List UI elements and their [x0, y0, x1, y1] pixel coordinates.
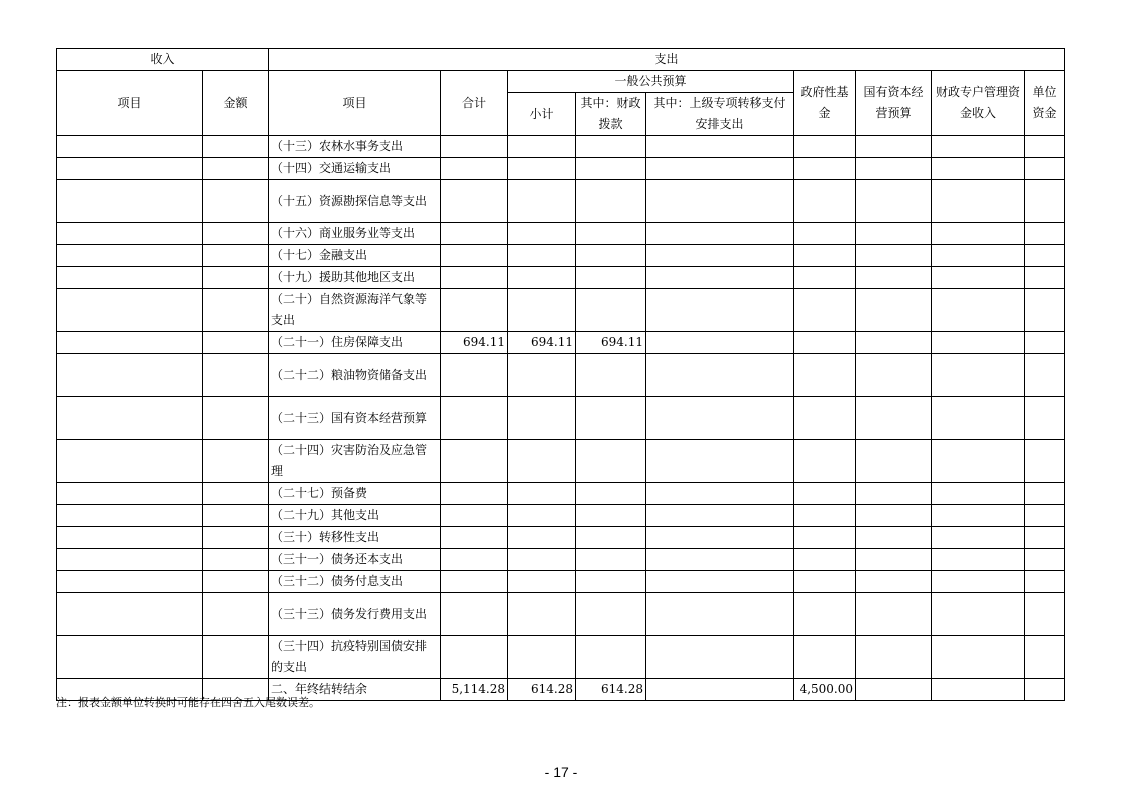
expense-item-cell: （十三）农林水事务支出 — [269, 136, 441, 158]
transfer-cell — [646, 397, 794, 440]
gov-fund-cell — [794, 549, 856, 571]
income-item-cell — [57, 354, 203, 397]
special-account-cell — [932, 180, 1025, 223]
income-item-cell — [57, 158, 203, 180]
subtotal-cell — [508, 289, 576, 332]
state-capital-cell — [856, 354, 932, 397]
state-capital-header: 国有资本经营预算 — [856, 71, 932, 136]
income-amount-cell — [203, 397, 269, 440]
expense-item-cell: （二十四）灾害防治及应急管理 — [269, 440, 441, 483]
income-item-cell — [57, 549, 203, 571]
expense-item-cell: （十四）交通运输支出 — [269, 158, 441, 180]
subtotal-cell — [508, 397, 576, 440]
state-capital-cell — [856, 505, 932, 527]
subtotal-cell: 694.11 — [508, 332, 576, 354]
expense-header: 支出 — [269, 49, 1065, 71]
fiscal-grant-cell — [576, 289, 646, 332]
table-row — [57, 136, 1065, 158]
state-capital-cell — [856, 593, 932, 636]
state-capital-cell — [856, 679, 932, 701]
expense-item-cell: （二十三）国有资本经营预算 — [269, 397, 441, 440]
expense-item-cell: （二十七）预备费 — [269, 483, 441, 505]
fiscal-grant-header: 其中：财政拨款 — [576, 93, 646, 136]
gov-fund-cell — [794, 440, 856, 483]
income-amount-cell — [203, 593, 269, 636]
special-account-cell — [932, 223, 1025, 245]
income-amount-cell — [203, 549, 269, 571]
subtotal-cell — [508, 571, 576, 593]
special-account-cell — [932, 636, 1025, 679]
total-cell — [441, 245, 508, 267]
table-row — [57, 158, 1065, 180]
income-item-cell — [57, 289, 203, 332]
expense-item-cell: （三十一）债务还本支出 — [269, 549, 441, 571]
fiscal-grant-cell — [576, 571, 646, 593]
state-capital-cell — [856, 289, 932, 332]
income-item-header: 项目 — [57, 71, 203, 136]
state-capital-cell — [856, 571, 932, 593]
unit-fund-cell — [1025, 354, 1065, 397]
total-cell — [441, 549, 508, 571]
total-cell — [441, 440, 508, 483]
special-account-cell — [932, 289, 1025, 332]
transfer-cell — [646, 245, 794, 267]
expense-item-cell: （三十三）债务发行费用支出 — [269, 593, 441, 636]
general-budget-header: 一般公共预算 — [508, 71, 794, 93]
transfer-cell — [646, 505, 794, 527]
unit-fund-cell — [1025, 679, 1065, 701]
income-item-cell — [57, 483, 203, 505]
income-amount-cell — [203, 505, 269, 527]
state-capital-cell — [856, 136, 932, 158]
transfer-cell — [646, 440, 794, 483]
table-row — [57, 593, 1065, 636]
income-item-cell — [57, 636, 203, 679]
income-item-cell — [57, 180, 203, 223]
income-item-cell — [57, 332, 203, 354]
fiscal-grant-cell — [576, 245, 646, 267]
budget-table — [56, 48, 1065, 701]
transfer-cell — [646, 571, 794, 593]
gov-fund-cell — [794, 267, 856, 289]
subtotal-cell — [508, 158, 576, 180]
transfer-cell — [646, 180, 794, 223]
fiscal-grant-cell: 614.28 — [576, 679, 646, 701]
special-account-cell — [932, 571, 1025, 593]
income-amount-header: 金额 — [203, 71, 269, 136]
special-account-cell — [932, 549, 1025, 571]
special-account-cell — [932, 136, 1025, 158]
transfer-cell — [646, 332, 794, 354]
transfer-cell — [646, 679, 794, 701]
gov-fund-cell — [794, 505, 856, 527]
transfer-cell — [646, 549, 794, 571]
income-item-cell — [57, 593, 203, 636]
total-cell — [441, 505, 508, 527]
fiscal-grant-cell — [576, 505, 646, 527]
unit-fund-cell — [1025, 397, 1065, 440]
special-account-cell — [932, 527, 1025, 549]
subtotal-cell — [508, 483, 576, 505]
table-row — [57, 397, 1065, 440]
special-account-cell — [932, 593, 1025, 636]
state-capital-cell — [856, 397, 932, 440]
gov-fund-cell — [794, 571, 856, 593]
unit-fund-cell — [1025, 505, 1065, 527]
special-account-cell — [932, 267, 1025, 289]
table-row — [57, 289, 1065, 332]
total-header: 合计 — [441, 71, 508, 136]
special-account-cell — [932, 440, 1025, 483]
total-cell — [441, 289, 508, 332]
state-capital-cell — [856, 549, 932, 571]
transfer-cell — [646, 136, 794, 158]
gov-fund-cell — [794, 136, 856, 158]
total-cell — [441, 223, 508, 245]
unit-fund-cell — [1025, 136, 1065, 158]
fiscal-grant-cell — [576, 483, 646, 505]
income-item-cell — [57, 267, 203, 289]
income-amount-cell — [203, 354, 269, 397]
total-cell — [441, 267, 508, 289]
transfer-cell — [646, 636, 794, 679]
fiscal-grant-cell — [576, 354, 646, 397]
fiscal-grant-cell — [576, 267, 646, 289]
income-item-cell — [57, 527, 203, 549]
unit-fund-cell — [1025, 593, 1065, 636]
transfer-cell — [646, 527, 794, 549]
fiscal-grant-cell — [576, 223, 646, 245]
income-amount-cell — [203, 136, 269, 158]
table-row — [57, 267, 1065, 289]
total-cell — [441, 593, 508, 636]
fiscal-grant-cell — [576, 636, 646, 679]
unit-fund-cell — [1025, 527, 1065, 549]
expense-item-cell: 二、年终结转结余 — [269, 679, 441, 701]
table-row — [57, 223, 1065, 245]
special-account-cell — [932, 158, 1025, 180]
fiscal-grant-cell — [576, 527, 646, 549]
unit-fund-cell — [1025, 267, 1065, 289]
subtotal-header: 小计 — [508, 93, 576, 136]
total-cell — [441, 354, 508, 397]
table-row — [57, 245, 1065, 267]
state-capital-cell — [856, 245, 932, 267]
table-row — [57, 636, 1065, 679]
income-amount-cell — [203, 180, 269, 223]
expense-item-cell: （二十）自然资源海洋气象等支出 — [269, 289, 441, 332]
income-amount-cell — [203, 571, 269, 593]
income-item-cell — [57, 136, 203, 158]
subtotal-cell — [508, 223, 576, 245]
income-item-cell — [57, 223, 203, 245]
fiscal-grant-cell — [576, 180, 646, 223]
income-amount-cell — [203, 223, 269, 245]
fiscal-grant-cell — [576, 593, 646, 636]
transfer-header: 其中：上级专项转移支付安排支出 — [646, 93, 794, 136]
special-account-header: 财政专户管理资金收入 — [932, 71, 1025, 136]
table-row — [57, 571, 1065, 593]
special-account-cell — [932, 245, 1025, 267]
income-amount-cell — [203, 245, 269, 267]
gov-fund-cell — [794, 180, 856, 223]
subtotal-cell — [508, 136, 576, 158]
transfer-cell — [646, 354, 794, 397]
expense-item-cell: （十九）援助其他地区支出 — [269, 267, 441, 289]
gov-fund-header: 政府性基金 — [794, 71, 856, 136]
expense-item-cell: （三十二）债务付息支出 — [269, 571, 441, 593]
gov-fund-cell — [794, 289, 856, 332]
unit-fund-header: 单位资金 — [1025, 71, 1065, 136]
special-account-cell — [932, 332, 1025, 354]
subtotal-cell: 614.28 — [508, 679, 576, 701]
subtotal-cell — [508, 593, 576, 636]
transfer-cell — [646, 158, 794, 180]
total-cell: 5,114.28 — [441, 679, 508, 701]
income-amount-cell — [203, 267, 269, 289]
total-cell — [441, 571, 508, 593]
expense-item-cell: （十六）商业服务业等支出 — [269, 223, 441, 245]
subtotal-cell — [508, 354, 576, 397]
subtotal-cell — [508, 549, 576, 571]
gov-fund-cell — [794, 158, 856, 180]
gov-fund-cell — [794, 354, 856, 397]
gov-fund-cell: 4,500.00 — [794, 679, 856, 701]
gov-fund-cell — [794, 332, 856, 354]
gov-fund-cell — [794, 593, 856, 636]
table-row — [57, 440, 1065, 483]
total-cell — [441, 158, 508, 180]
fiscal-grant-cell — [576, 440, 646, 483]
state-capital-cell — [856, 527, 932, 549]
special-account-cell — [932, 397, 1025, 440]
unit-fund-cell — [1025, 158, 1065, 180]
total-cell — [441, 180, 508, 223]
unit-fund-cell — [1025, 223, 1065, 245]
subtotal-cell — [508, 527, 576, 549]
fiscal-grant-cell — [576, 549, 646, 571]
unit-fund-cell — [1025, 332, 1065, 354]
special-account-cell — [932, 483, 1025, 505]
income-item-cell — [57, 440, 203, 483]
fiscal-grant-cell — [576, 158, 646, 180]
transfer-cell — [646, 593, 794, 636]
income-amount-cell — [203, 440, 269, 483]
table-row — [57, 527, 1065, 549]
transfer-cell — [646, 289, 794, 332]
total-cell — [441, 636, 508, 679]
income-header: 收入 — [57, 49, 269, 71]
subtotal-cell — [508, 267, 576, 289]
subtotal-cell — [508, 505, 576, 527]
expense-item-header: 项目 — [269, 71, 441, 136]
unit-fund-cell — [1025, 571, 1065, 593]
subtotal-cell — [508, 180, 576, 223]
fiscal-grant-cell: 694.11 — [576, 332, 646, 354]
transfer-cell — [646, 223, 794, 245]
unit-fund-cell — [1025, 483, 1065, 505]
total-cell — [441, 397, 508, 440]
state-capital-cell — [856, 223, 932, 245]
income-item-cell — [57, 571, 203, 593]
unit-fund-cell — [1025, 549, 1065, 571]
fiscal-grant-cell — [576, 397, 646, 440]
state-capital-cell — [856, 636, 932, 679]
expense-item-cell: （二十九）其他支出 — [269, 505, 441, 527]
gov-fund-cell — [794, 483, 856, 505]
unit-fund-cell — [1025, 636, 1065, 679]
gov-fund-cell — [794, 636, 856, 679]
expense-item-cell: （二十一）住房保障支出 — [269, 332, 441, 354]
special-account-cell — [932, 679, 1025, 701]
total-cell — [441, 527, 508, 549]
total-cell — [441, 136, 508, 158]
gov-fund-cell — [794, 397, 856, 440]
footnote: 注：报表金额单位转换时可能存在四舍五入尾数误差。 — [56, 696, 320, 709]
income-amount-cell — [203, 636, 269, 679]
unit-fund-cell — [1025, 289, 1065, 332]
expense-item-cell: （二十二）粮油物资储备支出 — [269, 354, 441, 397]
table-row — [57, 332, 1065, 354]
expense-item-cell: （三十四）抗疫特别国债安排的支出 — [269, 636, 441, 679]
income-item-cell — [57, 245, 203, 267]
income-amount-cell — [203, 289, 269, 332]
income-item-cell — [57, 397, 203, 440]
subtotal-cell — [508, 636, 576, 679]
table-row — [57, 483, 1065, 505]
table-row — [57, 354, 1065, 397]
gov-fund-cell — [794, 245, 856, 267]
unit-fund-cell — [1025, 180, 1065, 223]
unit-fund-cell — [1025, 440, 1065, 483]
subtotal-cell — [508, 440, 576, 483]
state-capital-cell — [856, 440, 932, 483]
fiscal-grant-cell — [576, 136, 646, 158]
expense-item-cell: （三十）转移性支出 — [269, 527, 441, 549]
page-number: - 17 - — [544, 764, 578, 780]
gov-fund-cell — [794, 527, 856, 549]
income-item-cell — [57, 505, 203, 527]
transfer-cell — [646, 267, 794, 289]
table-row — [57, 180, 1065, 223]
expense-item-cell: （十五）资源勘探信息等支出 — [269, 180, 441, 223]
table-row — [57, 549, 1065, 571]
table-row — [57, 505, 1065, 527]
state-capital-cell — [856, 267, 932, 289]
income-amount-cell — [203, 527, 269, 549]
special-account-cell — [932, 505, 1025, 527]
transfer-cell — [646, 483, 794, 505]
state-capital-cell — [856, 483, 932, 505]
unit-fund-cell — [1025, 245, 1065, 267]
special-account-cell — [932, 354, 1025, 397]
income-amount-cell — [203, 158, 269, 180]
total-cell: 694.11 — [441, 332, 508, 354]
subtotal-cell — [508, 245, 576, 267]
state-capital-cell — [856, 180, 932, 223]
gov-fund-cell — [794, 223, 856, 245]
income-amount-cell — [203, 483, 269, 505]
state-capital-cell — [856, 332, 932, 354]
income-amount-cell — [203, 332, 269, 354]
total-cell — [441, 483, 508, 505]
expense-item-cell: （十七）金融支出 — [269, 245, 441, 267]
state-capital-cell — [856, 158, 932, 180]
